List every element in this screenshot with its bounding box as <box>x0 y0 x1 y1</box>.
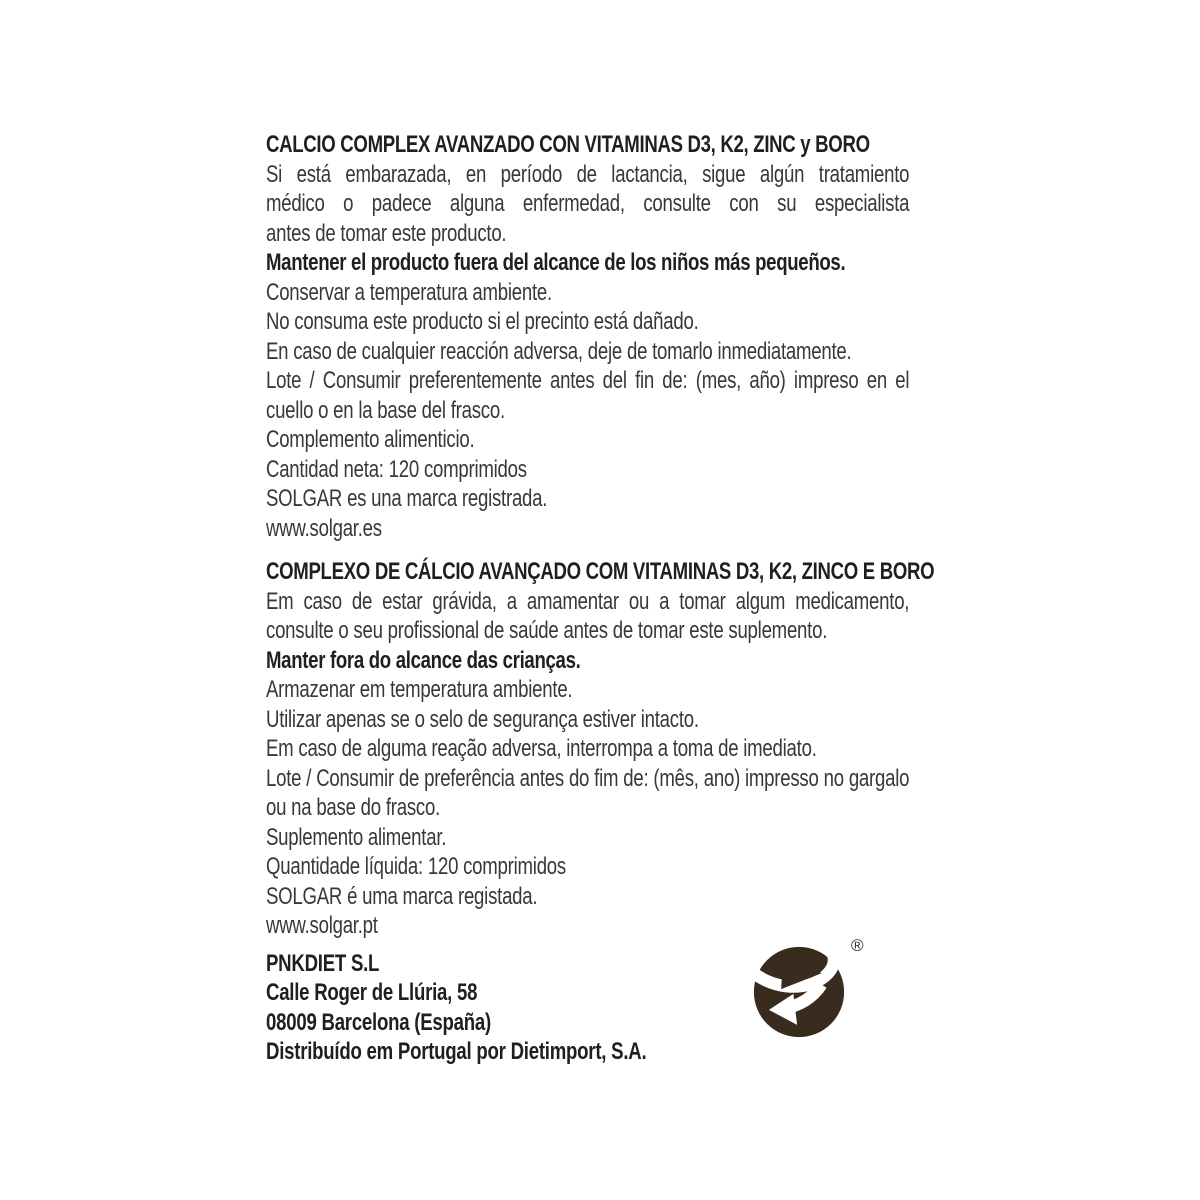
label-line: Lote / Consumir preferentemente antes del fin de: (mes, año) impreso en el <box>266 367 910 394</box>
label-line: médico o padece alguna enfermedad, consulte con su especialista <box>266 190 910 217</box>
warning-children-es: Mantener el producto fuera del alcance de los niños más pequeños. <box>266 249 846 276</box>
warning-children-pt: Manter fora do alcance das crianças. <box>266 646 581 674</box>
trademark-note-es: SOLGAR es una marca registrada. <box>266 485 548 512</box>
distribution-note: Distribuído em Portugal por Dietimport, S.A. <box>266 1038 647 1065</box>
label-line: Em caso de estar grávida, a amamentar ou a tomar algum medicamento, <box>266 587 910 615</box>
label-line: Complemento alimenticio. <box>266 426 475 453</box>
section-portuguese <box>266 557 935 941</box>
website-url-es: www.solgar.es <box>266 514 382 542</box>
net-quantity-es: Cantidad neta: 120 comprimidos <box>266 455 527 483</box>
registered-trademark-symbol: ® <box>851 936 864 955</box>
label-line: Si está embarazada, en período de lactancia, sigue algún tratamiento <box>266 160 910 188</box>
website-url-pt: www.solgar.pt <box>266 912 378 939</box>
green-dot-icon <box>752 936 864 1042</box>
label-line: En caso de cualquier reacción adversa, deje de tomarlo inmediatamente. <box>266 337 852 365</box>
label-line: Em caso de alguma reação adversa, interrompa a toma de imediato. <box>266 735 817 762</box>
label-line: Armazenar em temperatura ambiente. <box>266 676 573 703</box>
label-text-column <box>266 130 935 1067</box>
product-title-pt: COMPLEXO DE CÁLCIO AVANÇADO COM VITAMINAS D3, K2, ZINCO E BORO <box>266 558 935 585</box>
label-line: antes de tomar este producto. <box>266 219 507 247</box>
distributor-street: Calle Roger de Llúria, 58 <box>266 979 478 1006</box>
label-line: Utilizar apenas se o selo de segurança estiver intacto. <box>266 705 699 733</box>
label-line: Lote / Consumir de preferência antes do fim de: (mês, ano) impresso no gargalo <box>266 764 910 792</box>
distributor-city: 08009 Barcelona (España) <box>266 1008 491 1036</box>
product-title-es: CALCIO COMPLEX AVANZADO CON VITAMINAS D3, K2, ZINC y BORO <box>266 131 870 158</box>
section-spanish <box>266 130 909 543</box>
label-line: Suplemento alimentar. <box>266 823 447 851</box>
label-line: Conservar a temperatura ambiente. <box>266 278 552 306</box>
net-quantity-pt: Quantidade líquida: 120 comprimidos <box>266 853 566 880</box>
label-line: ou na base do frasco. <box>266 794 441 821</box>
distributor-name: PNKDIET S.L <box>266 949 380 977</box>
label-line: No consuma este producto si el precinto está dañado. <box>266 308 699 335</box>
trademark-note-pt: SOLGAR é uma marca registada. <box>266 882 538 910</box>
label-line: cuello o en la base del frasco. <box>266 396 505 424</box>
label-line: consulte o seu profissional de saúde antes de tomar este suplemento. <box>266 617 828 644</box>
